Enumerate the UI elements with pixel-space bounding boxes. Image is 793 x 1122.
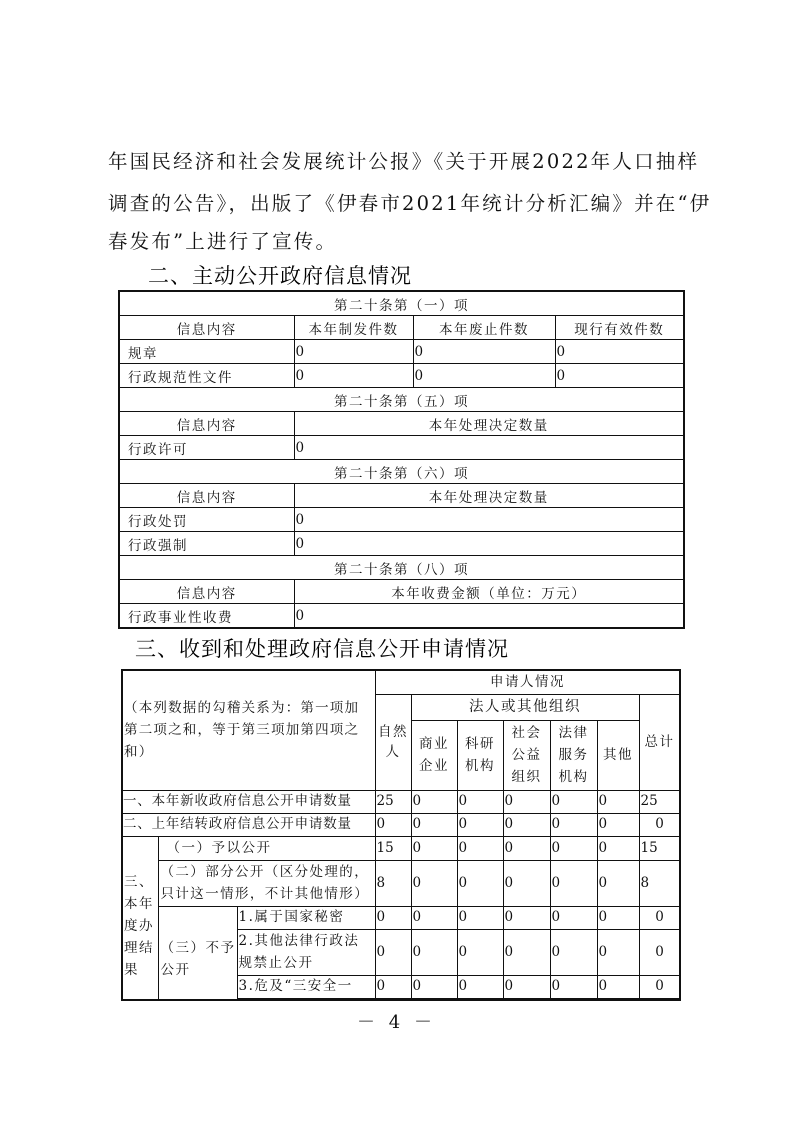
table-row xyxy=(119,460,684,484)
table-row xyxy=(122,790,680,813)
application-handling-table xyxy=(121,669,681,1001)
column-header: 现行有效件数 xyxy=(555,316,684,340)
column-header: 本年收费金额（单位：万元） xyxy=(294,580,684,604)
cell-value: 0 xyxy=(550,929,597,975)
cell-value: 0 xyxy=(411,813,457,836)
cell-value: 8 xyxy=(375,860,411,906)
table-row xyxy=(119,508,684,532)
cell-value: 0 xyxy=(503,860,550,906)
cell-value: 0 xyxy=(503,975,550,998)
cell-value: 0 xyxy=(550,836,597,860)
row-label: 规章 xyxy=(119,340,294,364)
cell-value: 0 xyxy=(597,860,639,906)
table-row xyxy=(119,340,684,364)
table-row xyxy=(119,532,684,556)
spacer-cell xyxy=(237,998,680,1000)
cell-value: 0 xyxy=(550,860,597,906)
column-header: 信息内容 xyxy=(119,580,294,604)
row-label: 行政许可 xyxy=(119,436,294,460)
proactive-disclosure-table xyxy=(118,290,685,629)
body-paragraph xyxy=(108,143,712,261)
cell-value: 0 xyxy=(411,860,457,906)
table-row xyxy=(122,906,680,929)
column-header: 本年废止件数 xyxy=(413,316,555,340)
cell-value: 0 xyxy=(294,508,684,532)
column-header: 信息内容 xyxy=(119,316,294,340)
column-header-org: 社会 公益 组织 xyxy=(503,720,550,790)
block-heading: 第二十条第（六）项 xyxy=(119,460,684,484)
cell-value: 0 xyxy=(597,975,639,998)
block-heading: 第二十条第（五）项 xyxy=(119,388,684,412)
column-header: 本年处理决定数量 xyxy=(294,484,684,508)
cell-value: 0 xyxy=(411,929,457,975)
cell-value: 25 xyxy=(375,790,411,813)
cell-value: 0 xyxy=(503,906,550,929)
cell-value: 0 xyxy=(294,364,413,388)
row-label: 行政强制 xyxy=(119,532,294,556)
column-header-org: 科研 机构 xyxy=(457,720,503,790)
column-header-natural-person xyxy=(375,694,411,790)
column-header: 本年处理决定数量 xyxy=(294,412,684,436)
column-header: 信息内容 xyxy=(119,484,294,508)
row-label: （二）部分公开（区分处理的，只计这一情形，不计其他情形） xyxy=(158,860,375,906)
cell-value: 0 xyxy=(639,929,680,975)
cell-value: 15 xyxy=(375,836,411,860)
cell-value: 0 xyxy=(457,813,503,836)
cell-value: 0 xyxy=(597,790,639,813)
cell-value: 0 xyxy=(550,790,597,813)
table-row xyxy=(119,364,684,388)
cell-value: 0 xyxy=(375,813,411,836)
table-header-row xyxy=(119,484,684,508)
column-header-applicant: 申请人情况 xyxy=(375,670,680,694)
section-heading: 三、收到和处理政府信息公开申请情况 xyxy=(135,637,509,661)
cell-value: 0 xyxy=(503,790,550,813)
cell-value: 0 xyxy=(457,860,503,906)
row-label: （一）予以公开 xyxy=(158,836,375,860)
paragraph-line: 调查的公告》，出版了《伊春市2021年统计分析汇编》并在“伊 xyxy=(108,192,712,215)
cell-value: 0 xyxy=(457,906,503,929)
result-section-text: 三、本年度办理结果 xyxy=(124,873,154,978)
cell-value: 0 xyxy=(413,364,555,388)
cell-value: 0 xyxy=(294,340,413,364)
row-label: 1.属于国家秘密 xyxy=(237,906,375,929)
cell-value: 0 xyxy=(639,906,680,929)
table-row xyxy=(122,836,680,860)
cell-value: 0 xyxy=(375,906,411,929)
cell-value: 0 xyxy=(597,813,639,836)
row-label: 3.危及“三安全一 xyxy=(237,975,375,998)
block-heading: 第二十条第（八）项 xyxy=(119,556,684,580)
cell-value: 0 xyxy=(411,790,457,813)
row-label: 行政处罚 xyxy=(119,508,294,532)
row-label: 二、上年结转政府信息公开申请数量 xyxy=(122,813,375,836)
cell-value: 0 xyxy=(457,836,503,860)
cell-value: 0 xyxy=(639,975,680,998)
row-label: 行政事业性收费 xyxy=(119,604,294,629)
column-header: 本年制发件数 xyxy=(294,316,413,340)
table-row xyxy=(119,604,684,629)
cell-value: 0 xyxy=(413,340,555,364)
cell-value: 0 xyxy=(457,975,503,998)
table-row xyxy=(119,291,684,316)
cell-value: 0 xyxy=(457,790,503,813)
cell-value: 0 xyxy=(411,906,457,929)
section-heading: 二、主动公开政府信息情况 xyxy=(148,264,412,288)
table-header-row xyxy=(119,412,684,436)
block-heading: 第二十条第（一）项 xyxy=(119,291,684,316)
cell-value: 8 xyxy=(639,860,680,906)
column-header-org: 商业 企业 xyxy=(411,720,457,790)
cell-value: 0 xyxy=(550,975,597,998)
cell-value: 0 xyxy=(503,929,550,975)
table-row xyxy=(119,556,684,580)
table-row xyxy=(122,860,680,906)
column-header-total: 总计 xyxy=(639,694,680,790)
result-section-label xyxy=(122,836,158,1000)
row-label: 行政规范性文件 xyxy=(119,364,294,388)
cell-value: 0 xyxy=(597,906,639,929)
column-header-org: 其他 xyxy=(597,720,639,790)
paragraph-line: 春发布”上进行了宣传。 xyxy=(108,230,338,253)
cell-value: 15 xyxy=(639,836,680,860)
table-header-row xyxy=(119,316,684,340)
page-number: － 4 － xyxy=(357,1012,436,1033)
cell-value: 0 xyxy=(550,813,597,836)
cell-value: 0 xyxy=(411,975,457,998)
cell-value: 0 xyxy=(457,929,503,975)
cell-value: 0 xyxy=(375,929,411,975)
relation-note: （本列数据的勾稽关系为：第一项加第二项之和，等于第三项加第四项之和） xyxy=(122,670,375,790)
table-row xyxy=(119,388,684,412)
table-header-row xyxy=(119,580,684,604)
column-header: 信息内容 xyxy=(119,412,294,436)
cell-value: 0 xyxy=(294,436,684,460)
table-header-row xyxy=(122,670,680,694)
natural-person-label: 自然人 xyxy=(378,724,409,760)
cell-value: 25 xyxy=(639,790,680,813)
cell-value: 0 xyxy=(503,836,550,860)
table-row xyxy=(122,813,680,836)
paragraph-line: 年国民经济和社会发展统计公报》《关于开展2022年人口抽样 xyxy=(108,150,700,173)
cell-value: 0 xyxy=(550,906,597,929)
column-header-legal-org: 法人或其他组织 xyxy=(411,694,639,720)
row-label: 一、本年新收政府信息公开申请数量 xyxy=(122,790,375,813)
table-row xyxy=(119,436,684,460)
cell-value: 0 xyxy=(555,364,684,388)
row-label: 2.其他法律行政法规禁止公开 xyxy=(237,929,375,975)
column-header-org: 法律 服务 机构 xyxy=(550,720,597,790)
cell-value: 0 xyxy=(411,836,457,860)
cell-value: 0 xyxy=(375,975,411,998)
cell-value: 0 xyxy=(503,813,550,836)
cell-value: 0 xyxy=(294,532,684,556)
not-disclosed-label: （三）不予公开 xyxy=(158,906,237,1000)
cell-value: 0 xyxy=(555,340,684,364)
cell-value: 0 xyxy=(597,836,639,860)
cell-value: 0 xyxy=(639,813,680,836)
cell-value: 0 xyxy=(294,604,684,629)
cell-value: 0 xyxy=(597,929,639,975)
